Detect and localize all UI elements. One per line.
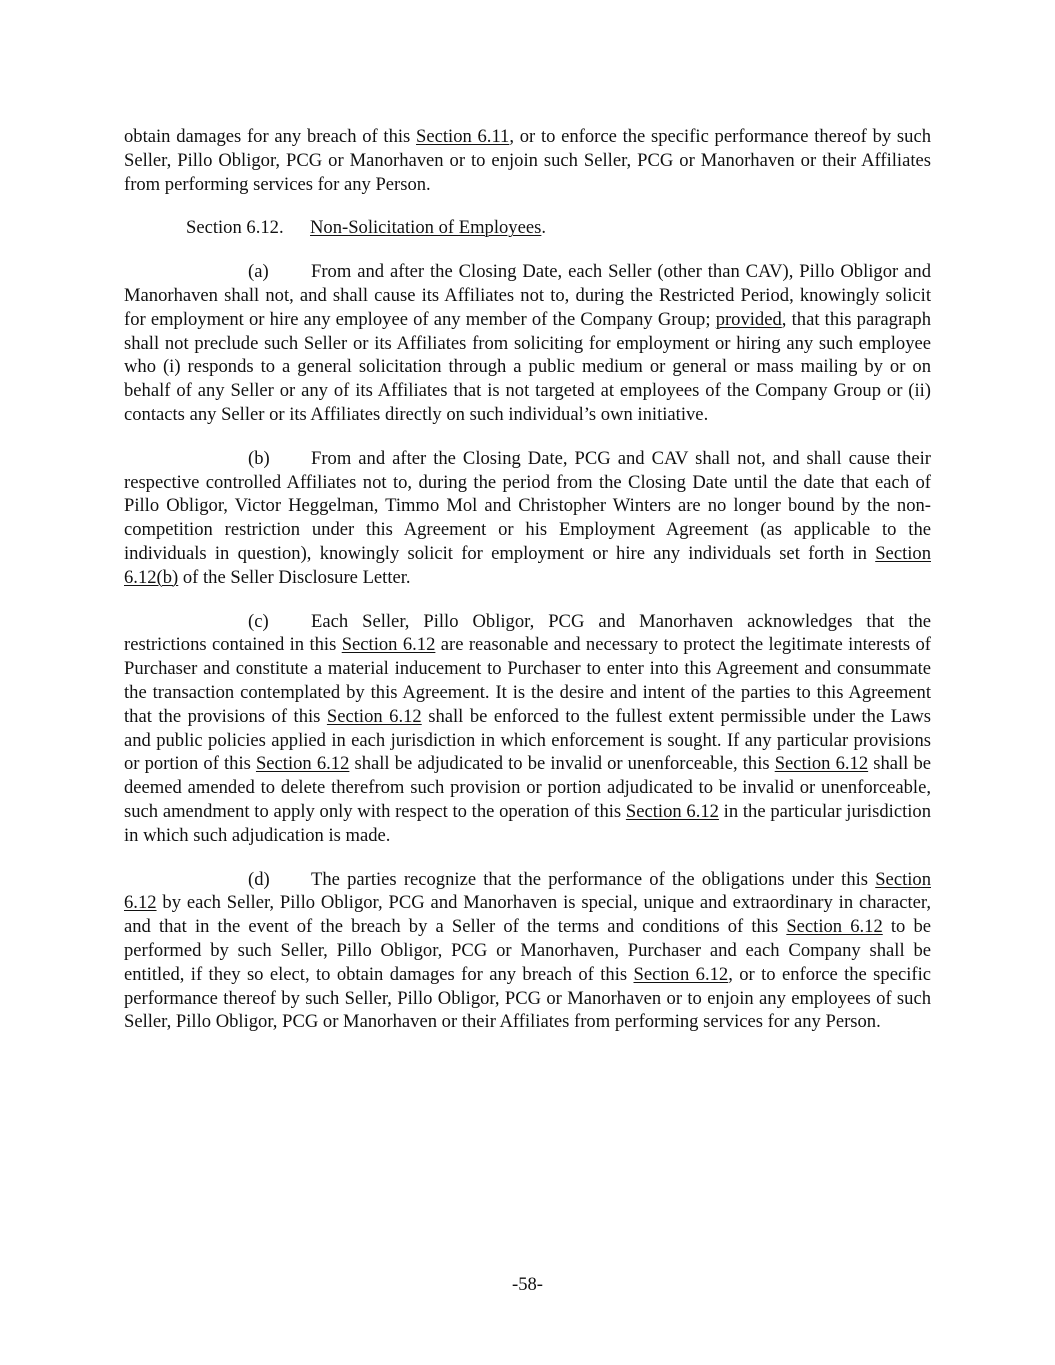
subsection-label: (a) [248, 261, 269, 283]
section-reference: Section 6.12 [774, 753, 869, 775]
section-heading: Section 6.12. Non-Solicitation of Employees. [186, 217, 547, 239]
section-reference: Section 6.12 [633, 963, 729, 985]
section-reference: Section 6.11 [416, 126, 510, 147]
section-reference: Section 6.12 [625, 800, 719, 822]
section-reference: Section 6.12 [124, 868, 931, 914]
subsection-label: (d) [248, 868, 270, 890]
subsection-b: (b) From and after the Closing Date, PCG and CAV shall not, and shall cause their respective controlled Affiliates not to, during the period from the Closing Date until the date that each of Pillo Obligor, Victor Heggelman, Timmo Mol and Christopher Winters are no longer bound by the non-competition restriction under this Agreement or his Employment Agreement (as applicable to the individuals in question), knowingly solicit for employment or hire any individuals set forth in Section 6.12(b) of the Seller Disclosure Letter. [124, 447, 931, 588]
page-number: -58- [512, 1274, 543, 1295]
subsection-d: (d) The parties recognize that the performance of the obligations under this Section 6.12 by each Seller, Pillo Obligor, PCG and Manorhaven is special, unique and extraordinary in character, and that in the event of the breach by a Seller of the terms and conditions of this Section 6.12 to be performed by such Seller, Pillo Obligor, PCG or Manorhaven, Purchaser and each Company shall be entitled, if they so elect, to obtain damages for any breach of this Section 6.12, or to enforce the specific performance thereof by such Seller, Pillo Obligor, PCG or Manorhaven or to enjoin any employees of such Seller, Pillo Obligor, PCG or Manorhaven or their Affiliates from performing services for any Person. [124, 868, 932, 1033]
subsection-a: (a) From and after the Closing Date, each Seller (other than CAV), Pillo Obligor and Manorhaven shall not, and shall cause its Affiliates not to, during the Restricted Period, knowingly solicit for employment or hire any employee of any member of the Company Group; provided, that this paragraph shall not preclude such Seller or its Affiliates from soliciting for employment or hiring any such employee who (i) responds to a general solicitation through a public medium or general or mass mailing by or on behalf of any Seller or any of its Affiliates that is not targeted at employees of the Company Group or (ii) contacts any Seller or its Affiliates directly on such individual’s own initiative. [124, 261, 932, 425]
continuation-paragraph: obtain damages for any breach of this Section 6.11, or to enforce the specific performance thereof by such Seller, Pillo Obligor, PCG or Manorhaven or to enjoin such Seller, PCG or Manorhaven or their Affiliates from performing services for any Person. [124, 126, 931, 195]
document-page [124, 125, 931, 1054]
section-reference: Section 6.12 [341, 634, 436, 656]
provided-term: provided [715, 308, 782, 330]
subsection-label: (c) [248, 610, 269, 632]
section-reference: Section 6.12(b) [124, 542, 931, 588]
section-reference: Section 6.12 [326, 705, 422, 727]
section-reference: Section 6.12 [786, 916, 883, 938]
subsection-label: (b) [248, 447, 270, 469]
section-reference: Section 6.12 [255, 753, 350, 775]
section-title: Non-Solicitation of Employees [310, 217, 542, 239]
section-number: Section 6.12. [186, 217, 284, 239]
subsection-c: (c) Each Seller, Pillo Obligor, PCG and Manorhaven acknowledges that the restrictions contained in this Section 6.12 are reasonable and necessary to protect the legitimate interests of Purchaser and constitute a material inducement to Purchaser to enter into this Agreement and consummate the transaction contemplated by this Agreement. It is the desire and intent of the parties to this Agreement that the provisions of this Section 6.12 shall be enforced to the fullest extent permissible under the Laws and public policies applied in each jurisdiction in which enforcement is sought. If any particular provisions or portion of this Section 6.12 shall be adjudicated to be invalid or unenforceable, this Section 6.12 shall be deemed amended to delete therefrom such provision or portion adjudicated to be invalid or unenforceable, such amendment to apply only with respect to the operation of this Section 6.12 in the particular jurisdiction in which such adjudication is made. [124, 610, 931, 846]
